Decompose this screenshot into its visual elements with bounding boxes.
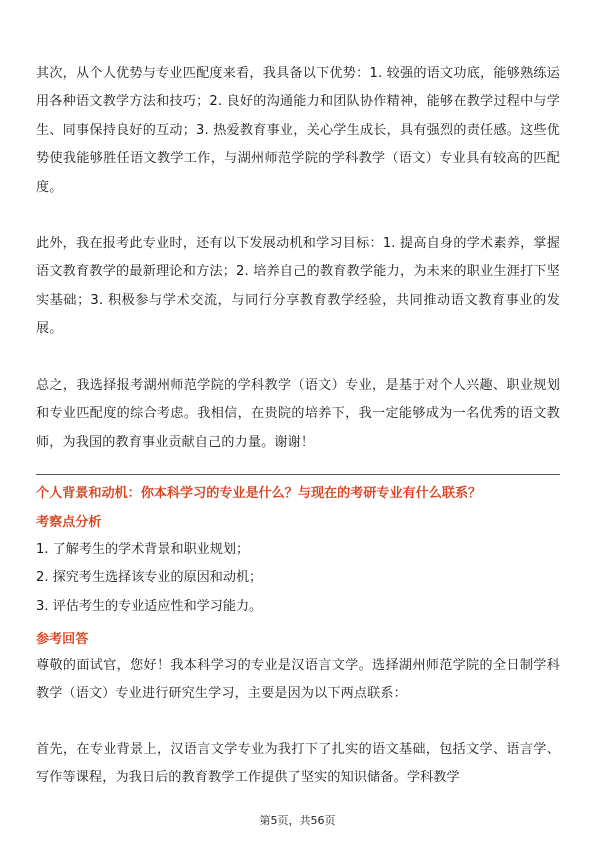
paragraph-motivation: 此外，我在报考此专业时，还有以下发展动机和学习目标：1. 提高自身的学术素养，掌握语文教育教学的最新理论和方法；2. 培养自己的教育教学能力，为未来的职业生涯打下坚实基础；3. 积极参与学术交流，与同行分享教育教学经验，共同推动语文教育事业的发展。 — [36, 236, 560, 337]
analysis-item: 2. 探究考生选择该专业的原因和动机； — [36, 570, 263, 585]
analysis-heading: 考察点分析 — [36, 515, 102, 530]
page-number: 第5页，共56页 — [259, 814, 336, 827]
answer-paragraph: 尊敬的面试官，您好！我本科学习的专业是汉语言文学。选择湖州师范学院的全日制学科教学（语文）专业进行研究生学习，主要是因为以下两点联系： — [36, 658, 560, 702]
answer-paragraph: 首先，在专业背景上，汉语言文学专业为我打下了扎实的语文基础，包括文学、语言学、写作等课程，为我日后的教育教学工作提供了坚实的知识储备。学科教学 — [36, 742, 560, 786]
analysis-item: 3. 评估考生的专业适应性和学习能力。 — [36, 599, 263, 614]
paragraph-advantages: 其次，从个人优势与专业匹配度来看，我具备以下优势：1. 较强的语文功底，能够熟练运用各种语文教学方法和技巧；2. 良好的沟通能力和团队协作精神，能够在教学过程中与学生、同事保持良好的互动；3. 热爱教育事业，关心学生成长，具有强烈的责任感。这些优势使我能够胜任语文教学工作，与湖州师范学院的学科教学（语文）专业具有较高的匹配度。 — [36, 66, 560, 195]
answer-heading: 参考回答 — [36, 632, 89, 647]
question-heading: 个人背景和动机：你本科学习的专业是什么？与现在的考研专业有什么联系？ — [36, 486, 482, 501]
analysis-item: 1. 了解考生的学术背景和职业规划； — [36, 542, 250, 557]
section-divider — [36, 474, 560, 475]
paragraph-conclusion: 总之，我选择报考湖州师范学院的学科教学（语文）专业，是基于对个人兴趣、职业规划和专业匹配度的综合考虑。我相信，在贵院的培养下，我一定能够成为一名优秀的语文教师，为我国的教育事业贡献自己的力量。谢谢！ — [36, 378, 560, 450]
